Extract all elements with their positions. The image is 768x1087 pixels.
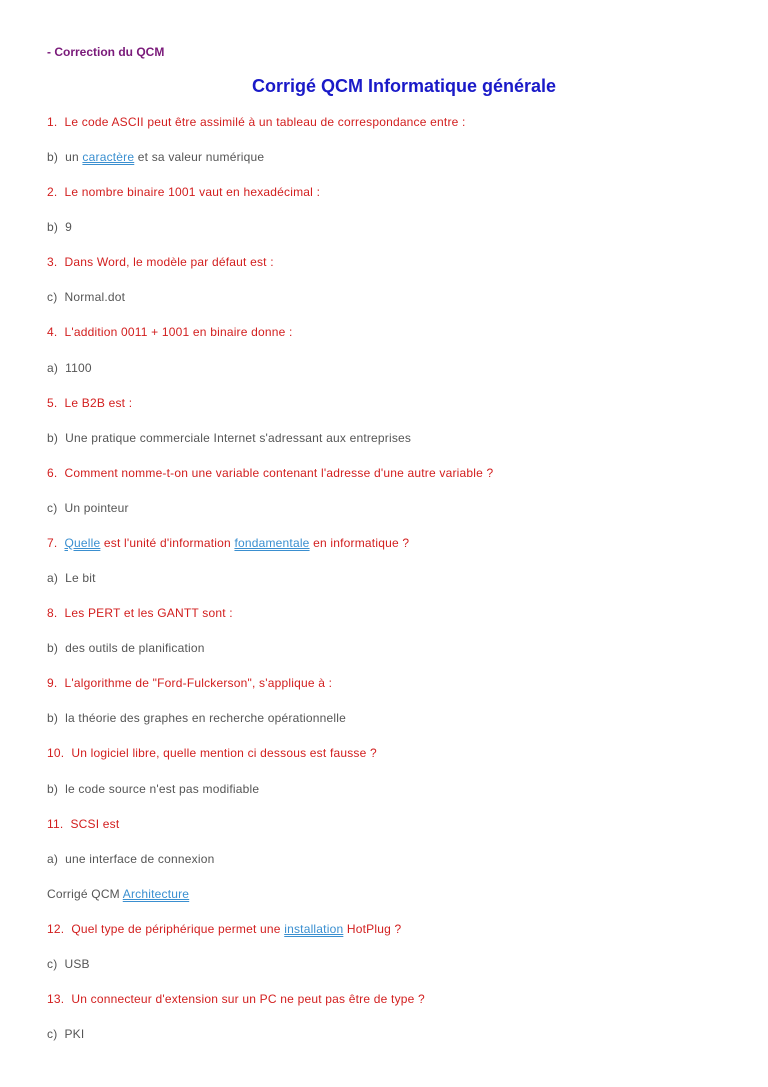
answer-line: [47, 1027, 84, 1041]
text-segment: 11. SCSI est: [47, 816, 120, 831]
text-segment: b) Une pratique commerciale Internet s'adressant aux entreprises: [47, 430, 412, 445]
text-segment: b) un: [47, 150, 83, 165]
text-segment: b) des outils de planification: [47, 641, 205, 656]
answer-line: [47, 361, 92, 375]
document-title[interactable]: [0, 76, 768, 97]
question-line: [47, 746, 377, 760]
inline-link[interactable]: fondamentale: [234, 535, 310, 550]
answer-line: [47, 852, 214, 866]
inline-link[interactable]: Architecture: [122, 886, 190, 901]
text-segment: en informatique ?: [309, 535, 410, 550]
question-line: [47, 185, 320, 199]
text-segment: 6. Comment nomme-t-on une variable contenant l'adresse d'une autre variable ?: [47, 465, 494, 480]
answer-line: [47, 431, 411, 445]
question-line: [47, 325, 293, 339]
answer-line: [47, 290, 125, 304]
question-line: [47, 817, 119, 831]
question-line: [47, 255, 274, 269]
inline-link[interactable]: caractère: [82, 150, 135, 165]
text-segment: 7.: [47, 535, 65, 550]
text-segment: 12. Quel type de périphérique permet une: [47, 921, 285, 936]
text-segment: a) une interface de connexion: [47, 851, 215, 866]
answer-line: [47, 150, 264, 164]
text-segment: c) PKI: [47, 1027, 85, 1042]
text-segment: b) la théorie des graphes en recherche opérationnelle: [47, 711, 346, 726]
text-segment: c) Un pointeur: [47, 500, 129, 515]
text-segment: 3. Dans Word, le modèle par défaut est :: [47, 255, 274, 270]
question-line: [47, 676, 332, 690]
question-line: [47, 922, 401, 936]
text-segment: c) USB: [47, 956, 90, 971]
text-segment: 5. Le B2B est :: [47, 395, 133, 410]
answer-line: [47, 782, 259, 796]
text-segment: a) Le bit: [47, 571, 96, 586]
answer-line: [47, 501, 129, 515]
answer-line: [47, 220, 72, 234]
section-subtitle: - Correction du QCM: [47, 45, 165, 59]
question-line: [47, 115, 466, 129]
question-line: [47, 466, 493, 480]
document-title-text[interactable]: Corrigé QCM Informatique générale: [251, 76, 557, 96]
text-segment: b) 9: [47, 220, 73, 235]
text-segment: 8. Les PERT et les GANTT sont :: [47, 606, 233, 621]
answer-line: [47, 887, 189, 901]
answer-line: [47, 957, 90, 971]
text-segment: 13. Un connecteur d'extension sur un PC ne peut pas être de type ?: [47, 992, 425, 1006]
text-segment: est l'unité d'information: [100, 535, 235, 550]
text-segment: 9. L'algorithme de "Ford-Fulckerson", s'applique à :: [47, 676, 333, 691]
answer-line: [47, 641, 205, 655]
answer-line: [47, 571, 96, 585]
text-segment: c) Normal.dot: [47, 290, 126, 305]
question-line: [47, 536, 409, 550]
text-segment: 4. L'addition 0011 + 1001 en binaire donne :: [47, 325, 293, 340]
text-segment: Corrigé QCM: [47, 886, 123, 901]
inline-link[interactable]: installation: [284, 921, 344, 936]
question-line: [47, 992, 425, 1006]
text-segment: 10. Un logiciel libre, quelle mention ci dessous est fausse ?: [47, 746, 377, 761]
text-segment: 2. Le nombre binaire 1001 vaut en hexadécimal :: [47, 185, 321, 200]
inline-link[interactable]: Quelle: [64, 535, 101, 550]
text-segment: et sa valeur numérique: [134, 150, 265, 165]
question-line: [47, 396, 132, 410]
answer-line: [47, 711, 346, 725]
text-segment: a) 1100: [47, 360, 92, 375]
text-segment: 1. Le code ASCII peut être assimilé à un tableau de correspondance entre :: [47, 115, 466, 129]
text-segment: b) le code source n'est pas modifiable: [47, 781, 260, 796]
question-line: [47, 606, 233, 620]
text-segment: HotPlug ?: [343, 921, 402, 936]
